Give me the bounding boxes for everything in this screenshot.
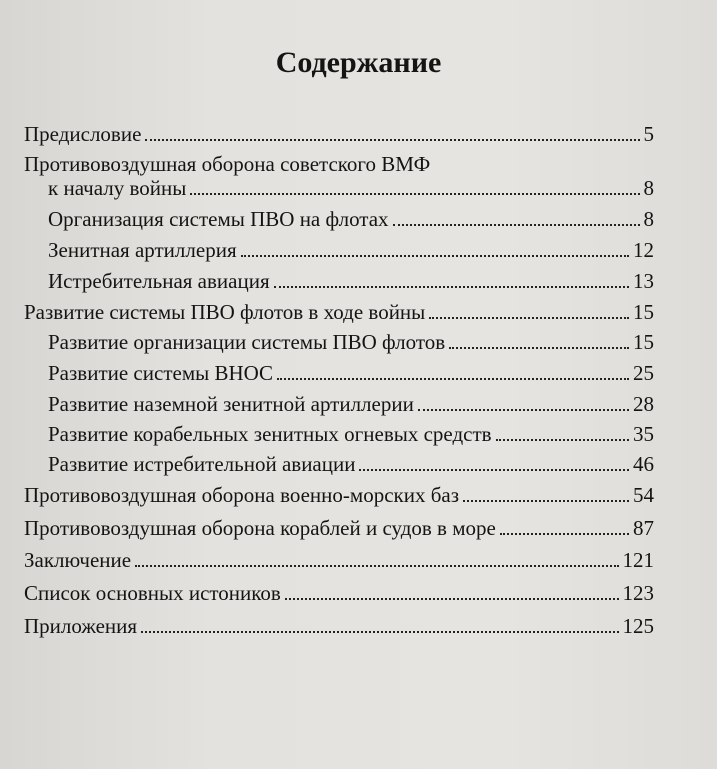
toc-leader-dots xyxy=(500,533,629,535)
toc-page-number: 15 xyxy=(633,300,654,324)
toc-entry-label: Приложения xyxy=(24,614,138,638)
toc-entry-label: Предисловие xyxy=(24,122,142,146)
toc-leader-dots xyxy=(496,439,629,441)
toc-page-number: 15 xyxy=(633,330,654,354)
toc-page-number: 8 xyxy=(643,176,654,200)
toc-entry xyxy=(48,353,654,385)
toc-entry xyxy=(24,475,654,507)
toc-entry-label: Развитие системы ПВО флотов в ходе войны xyxy=(24,300,426,324)
toc-entry-label: Истребительная авиация xyxy=(48,269,270,293)
toc-leader-dots xyxy=(141,631,618,633)
toc-entry-label: Развитие наземной зенитной артиллерии xyxy=(48,392,414,416)
toc-leader-dots xyxy=(393,224,640,226)
toc-entry xyxy=(48,322,654,354)
toc-leader-dots xyxy=(135,565,618,567)
toc-page-number: 28 xyxy=(633,392,654,416)
toc-entry xyxy=(24,606,654,638)
toc-leader-dots xyxy=(449,347,629,349)
toc-entry-label: Список основных истоников xyxy=(24,581,281,605)
toc-leader-dots xyxy=(463,500,629,502)
toc-page-number: 54 xyxy=(633,483,654,507)
toc-page-number: 13 xyxy=(633,269,654,293)
toc-leader-dots xyxy=(274,286,629,288)
toc-entry-label: Развитие истребительной авиации xyxy=(48,452,356,476)
toc-entry-label: Организация системы ПВО на флотах xyxy=(48,207,389,231)
toc-leader-dots xyxy=(285,598,619,600)
toc-page-number: 12 xyxy=(633,238,654,262)
toc-page-number: 25 xyxy=(633,361,654,385)
toc-leader-dots xyxy=(241,255,629,257)
page-title: Содержание xyxy=(275,46,442,79)
toc-entry xyxy=(48,414,654,446)
toc-page-number: 46 xyxy=(633,452,654,476)
toc-entry xyxy=(48,384,654,416)
toc-entry-label: Зенитная артиллерия xyxy=(48,238,237,262)
toc-entry xyxy=(24,540,654,572)
toc-entry-label: Противовоздушная оборона военно-морских баз xyxy=(24,483,460,507)
toc-leader-dots xyxy=(359,469,629,471)
toc-entry-label: Развитие организации системы ПВО флотов xyxy=(48,330,446,354)
toc-entry-label: Развитие системы ВНОС xyxy=(48,361,274,385)
toc-leader-dots xyxy=(190,193,639,195)
toc-entry xyxy=(24,573,654,605)
toc-entry xyxy=(24,508,654,540)
toc-entry-label: Противовоздушная оборона советского ВМФ xyxy=(24,152,431,176)
toc-page-number: 123 xyxy=(622,581,654,605)
toc-leader-dots xyxy=(145,139,639,141)
toc-leader-dots xyxy=(277,378,629,380)
toc-page-number: 121 xyxy=(622,548,654,572)
toc-page-number: 35 xyxy=(633,422,654,446)
toc-entry-label: к началу войны xyxy=(48,176,187,200)
toc-entry-label: Заключение xyxy=(24,548,132,572)
toc-page-number: 87 xyxy=(633,516,654,540)
toc-entry-label: Развитие корабельных зенитных огневых средств xyxy=(48,422,492,446)
toc-entry xyxy=(24,292,654,324)
toc-entry xyxy=(48,168,654,200)
toc-page-number: 5 xyxy=(643,122,654,146)
toc-leader-dots xyxy=(418,409,629,411)
toc-page-number: 125 xyxy=(622,614,654,638)
toc-leader-dots xyxy=(429,317,629,319)
toc-page-number: 8 xyxy=(643,207,654,231)
toc-entry xyxy=(48,444,654,476)
toc-entry xyxy=(24,114,654,146)
toc-entry xyxy=(48,230,654,262)
toc-entry xyxy=(48,199,654,231)
toc-entry-label: Противовоздушная оборона кораблей и судов в море xyxy=(24,516,496,540)
toc-entry xyxy=(48,261,654,293)
